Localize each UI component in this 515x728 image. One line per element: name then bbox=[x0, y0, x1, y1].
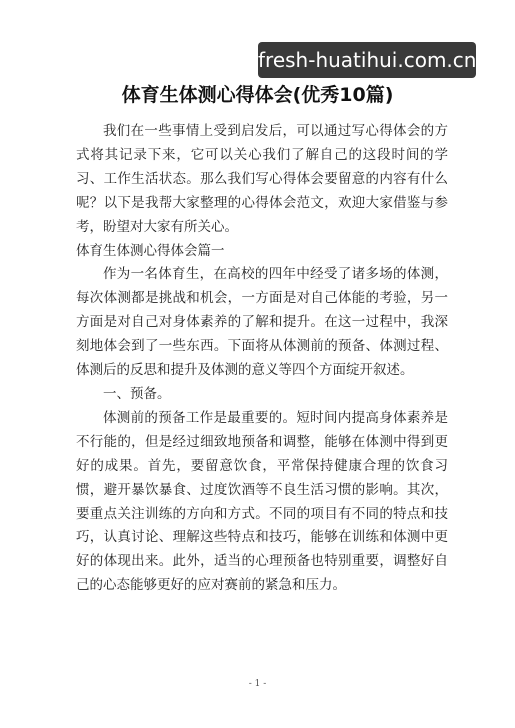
page-title: 体育生体测心得体会(优秀10篇) bbox=[121, 84, 394, 106]
intro-paragraph: 我们在一些事情上受到启发后，可以通过写心得体会的方式将其记录下来，它可以关心我们了解自己的这段时间的学习、工作生活状态。那么我们写心得体会要留意的内容有什么呢？以下是我帮大家整理的心得体会范文，欢迎大家借鉴与参考，盼望对大家有所关心。 bbox=[76, 123, 448, 235]
body-paragraph: 体测前的预备工作是最重要的。短时间内提高身体素养是不行能的，但是经过细致地预备和调整，能够在体测中得到更好的成果。首先，要留意饮食，平常保持健康合理的饮食习惯，避开暴饮暴食、过度饮酒等不良生活习惯的影响。其次，要重点关注训练的方向和方式。不同的项目有不同的特点和技巧，认真讨论、理解这些特点和技巧，能够在训练和体测中更好的体现出来。此外，适当的心理预备也特别重要，调整好自己的心态能够更好的应对赛前的紧急和压力。 bbox=[76, 409, 448, 594]
page-number: - 1 - bbox=[248, 679, 267, 689]
watermark: fresh-huatihui.com.cn bbox=[258, 42, 476, 78]
document-body bbox=[76, 120, 448, 598]
subsection-heading: 一、预备。 bbox=[103, 385, 171, 402]
body-paragraph: 作为一名体育生，在高校的四年中经受了诸多场的体测，每次体测都是挑战和机会，一方面是对自己体能的考验，另一方面是对自己对身体素养的了解和提升。在这一过程中，我深刻地体会到了一些东西。下面将从体测前的预备、体测过程、体测后的反思和提升及体测的意义等四个方面绽开叙述。 bbox=[76, 266, 448, 379]
section-heading: 体育生体测心得体会篇一 bbox=[76, 242, 225, 259]
